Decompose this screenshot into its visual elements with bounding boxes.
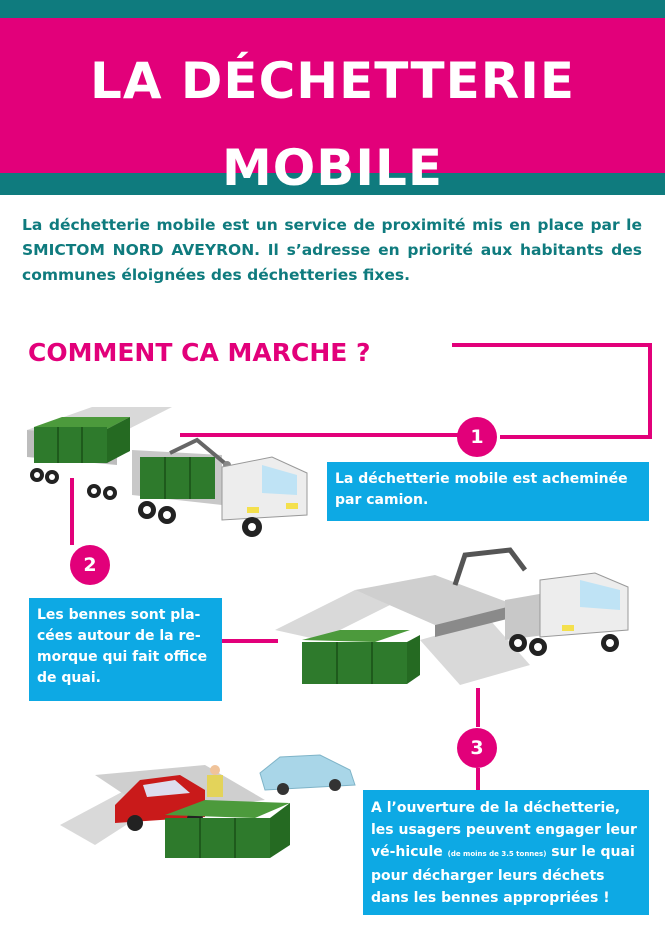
page-title-line1: LA DÉCHETTERIE (89, 52, 576, 110)
section-title: COMMENT CA MARCHE ? (28, 338, 371, 367)
step-1-text-box: La déchetterie mobile est acheminée par camion. (327, 462, 649, 521)
page-title-line2: MOBILE (222, 139, 443, 197)
step-badge-1: 1 (457, 417, 497, 457)
step-2-text-box: Les bennes sont pla-cées autour de la re-morque qui fait office de quai. (29, 598, 222, 701)
step-badge-3: 3 (457, 728, 497, 768)
step-badge-2: 2 (70, 545, 110, 585)
step-3-text-before: A l’ouverture de la déchetterie, les usagers peuvent engager leur vé-hicule (371, 800, 637, 860)
step-3-text-small: (de moins de 3.5 tonnes) (447, 850, 547, 858)
intro-paragraph: La déchetterie mobile est un service de proximité mis en place par le SMICTOM NORD AVEYRON. Il s’adresse en priorité aux habitants des communes éloignées des déchetteries fixes. (22, 216, 642, 284)
truck-trailer-illustration (22, 395, 332, 540)
cars-platform-illustration (55, 745, 365, 860)
platform-illustration (260, 545, 650, 705)
step-3-text-after: sur le quai pour décharger leurs déchets dans les bennes appropriées ! (371, 844, 635, 906)
step-3-text-box (363, 790, 649, 915)
